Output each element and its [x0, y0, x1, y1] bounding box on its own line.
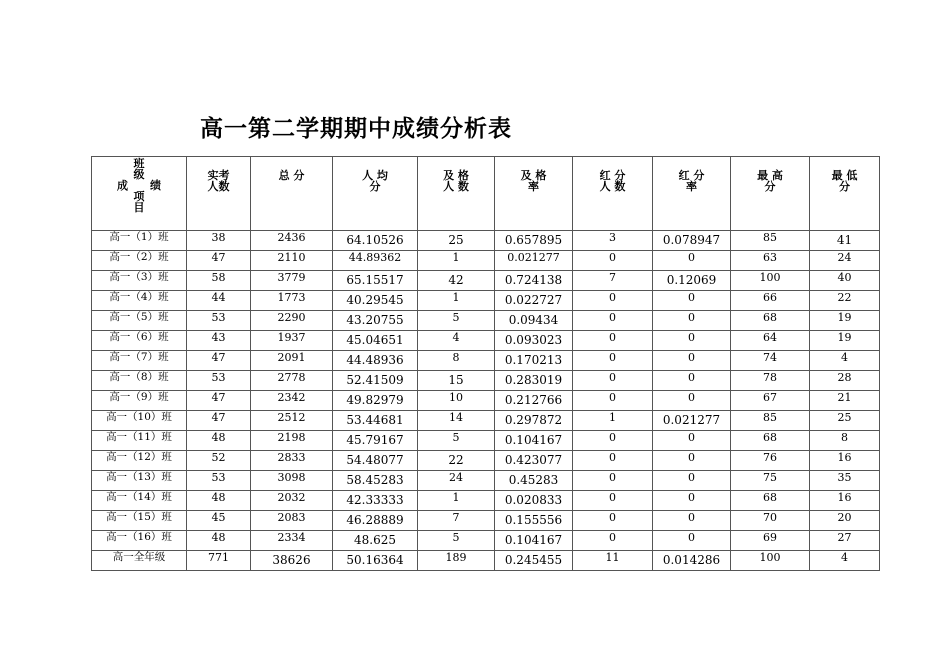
- min-cell: 4: [810, 551, 880, 571]
- table-body: [92, 231, 880, 571]
- red-rate-cell: 0: [653, 511, 731, 531]
- exam-count-cell: 48: [187, 531, 251, 551]
- red-count-cell: 0: [573, 431, 653, 451]
- header-row: [92, 157, 880, 231]
- average-cell: 45.04651: [333, 331, 418, 351]
- exam-count-cell: 43: [187, 331, 251, 351]
- class-name-cell: 高一全年级: [92, 551, 187, 571]
- average-cell: 44.89362: [333, 251, 418, 271]
- table-row: [92, 511, 880, 531]
- header-average: 人 均 分: [333, 157, 418, 231]
- pass-rate-cell: 0.45283: [495, 471, 573, 491]
- exam-count-cell: 45: [187, 511, 251, 531]
- min-cell: 16: [810, 451, 880, 471]
- pass-rate-cell: 0.297872: [495, 411, 573, 431]
- red-count-cell: 0: [573, 291, 653, 311]
- pass-rate-cell: 0.093023: [495, 331, 573, 351]
- max-cell: 100: [731, 271, 810, 291]
- class-name-cell: 高一（16）班: [92, 531, 187, 551]
- min-cell: 40: [810, 271, 880, 291]
- min-cell: 27: [810, 531, 880, 551]
- max-cell: 68: [731, 491, 810, 511]
- red-rate-cell: 0: [653, 471, 731, 491]
- class-name-cell: 高一（14）班: [92, 491, 187, 511]
- min-cell: 41: [810, 231, 880, 251]
- pass-count-cell: 1: [418, 491, 495, 511]
- pass-rate-cell: 0.020833: [495, 491, 573, 511]
- total-cell: 2778: [251, 371, 333, 391]
- red-rate-cell: 0.078947: [653, 231, 731, 251]
- red-count-cell: 0: [573, 471, 653, 491]
- min-cell: 20: [810, 511, 880, 531]
- pass-rate-cell: 0.170213: [495, 351, 573, 371]
- red-rate-cell: 0.014286: [653, 551, 731, 571]
- average-cell: 64.10526: [333, 231, 418, 251]
- max-cell: 85: [731, 231, 810, 251]
- class-name-cell: 高一（4）班: [92, 291, 187, 311]
- average-cell: 65.15517: [333, 271, 418, 291]
- exam-count-cell: 47: [187, 391, 251, 411]
- min-cell: 19: [810, 311, 880, 331]
- page-title: 高一第二学期期中成绩分析表: [200, 116, 512, 142]
- exam-count-cell: 58: [187, 271, 251, 291]
- max-cell: 78: [731, 371, 810, 391]
- table-row: [92, 471, 880, 491]
- class-name-cell: 高一（7）班: [92, 351, 187, 371]
- max-cell: 100: [731, 551, 810, 571]
- exam-count-cell: 47: [187, 411, 251, 431]
- red-rate-cell: 0: [653, 371, 731, 391]
- red-count-cell: 0: [573, 531, 653, 551]
- min-cell: 21: [810, 391, 880, 411]
- max-cell: 66: [731, 291, 810, 311]
- pass-count-cell: 1: [418, 291, 495, 311]
- total-cell: 2110: [251, 251, 333, 271]
- pass-count-cell: 5: [418, 531, 495, 551]
- pass-count-cell: 22: [418, 451, 495, 471]
- header-max: 最 高 分: [731, 157, 810, 231]
- min-cell: 4: [810, 351, 880, 371]
- pass-count-cell: 189: [418, 551, 495, 571]
- class-name-cell: 高一（5）班: [92, 311, 187, 331]
- table-row: [92, 551, 880, 571]
- red-count-cell: 7: [573, 271, 653, 291]
- total-cell: 2290: [251, 311, 333, 331]
- exam-count-cell: 53: [187, 371, 251, 391]
- class-name-cell: 高一（15）班: [92, 511, 187, 531]
- table-row: [92, 251, 880, 271]
- class-name-cell: 高一（9）班: [92, 391, 187, 411]
- pass-rate-cell: 0.245455: [495, 551, 573, 571]
- pass-rate-cell: 0.155556: [495, 511, 573, 531]
- exam-count-cell: 53: [187, 311, 251, 331]
- red-rate-cell: 0: [653, 491, 731, 511]
- max-cell: 63: [731, 251, 810, 271]
- table-row: [92, 371, 880, 391]
- min-cell: 8: [810, 431, 880, 451]
- header-pass-count: 及 格 人 数: [418, 157, 495, 231]
- red-count-cell: 11: [573, 551, 653, 571]
- min-cell: 28: [810, 371, 880, 391]
- class-name-cell: 高一（2）班: [92, 251, 187, 271]
- header-min: 最 低 分: [810, 157, 880, 231]
- red-count-cell: 0: [573, 331, 653, 351]
- total-cell: 2342: [251, 391, 333, 411]
- table-row: [92, 231, 880, 251]
- exam-count-cell: 47: [187, 351, 251, 371]
- pass-rate-cell: 0.021277: [495, 251, 573, 271]
- min-cell: 24: [810, 251, 880, 271]
- red-count-cell: 0: [573, 511, 653, 531]
- class-name-cell: 高一（6）班: [92, 331, 187, 351]
- table-row: [92, 331, 880, 351]
- pass-rate-cell: 0.104167: [495, 431, 573, 451]
- red-count-cell: 3: [573, 231, 653, 251]
- pass-count-cell: 1: [418, 251, 495, 271]
- table-row: [92, 351, 880, 371]
- score-analysis-table: [91, 156, 880, 571]
- red-count-cell: 0: [573, 451, 653, 471]
- pass-rate-cell: 0.022727: [495, 291, 573, 311]
- average-cell: 42.33333: [333, 491, 418, 511]
- total-cell: 2198: [251, 431, 333, 451]
- average-cell: 43.20755: [333, 311, 418, 331]
- total-cell: 2083: [251, 511, 333, 531]
- average-cell: 49.82979: [333, 391, 418, 411]
- table-row: [92, 311, 880, 331]
- header-total: 总 分: [251, 157, 333, 231]
- table-row: [92, 411, 880, 431]
- pass-count-cell: 5: [418, 311, 495, 331]
- header-red-rate: 红 分 率: [653, 157, 731, 231]
- class-name-cell: 高一（12）班: [92, 451, 187, 471]
- table-row: [92, 271, 880, 291]
- exam-count-cell: 53: [187, 471, 251, 491]
- pass-rate-cell: 0.104167: [495, 531, 573, 551]
- red-count-cell: 0: [573, 491, 653, 511]
- pass-count-cell: 8: [418, 351, 495, 371]
- table-row: [92, 531, 880, 551]
- total-cell: 2436: [251, 231, 333, 251]
- max-cell: 70: [731, 511, 810, 531]
- class-name-cell: 高一（3）班: [92, 271, 187, 291]
- pass-count-cell: 14: [418, 411, 495, 431]
- header-red-count: 红 分 人 数: [573, 157, 653, 231]
- red-rate-cell: 0: [653, 331, 731, 351]
- average-cell: 50.16364: [333, 551, 418, 571]
- average-cell: 45.79167: [333, 431, 418, 451]
- exam-count-cell: 47: [187, 251, 251, 271]
- exam-count-cell: 44: [187, 291, 251, 311]
- pass-count-cell: 25: [418, 231, 495, 251]
- table-row: [92, 291, 880, 311]
- red-rate-cell: 0: [653, 391, 731, 411]
- min-cell: 25: [810, 411, 880, 431]
- pass-rate-cell: 0.657895: [495, 231, 573, 251]
- total-cell: 38626: [251, 551, 333, 571]
- average-cell: 46.28889: [333, 511, 418, 531]
- pass-count-cell: 4: [418, 331, 495, 351]
- red-rate-cell: 0.12069: [653, 271, 731, 291]
- exam-count-cell: 52: [187, 451, 251, 471]
- table-row: [92, 451, 880, 471]
- average-cell: 48.625: [333, 531, 418, 551]
- header-pass-rate: 及 格 率: [495, 157, 573, 231]
- red-count-cell: 0: [573, 371, 653, 391]
- min-cell: 22: [810, 291, 880, 311]
- pass-count-cell: 5: [418, 431, 495, 451]
- average-cell: 44.48936: [333, 351, 418, 371]
- red-count-cell: 0: [573, 311, 653, 331]
- exam-count-cell: 48: [187, 431, 251, 451]
- total-cell: 3779: [251, 271, 333, 291]
- red-count-cell: 0: [573, 391, 653, 411]
- red-rate-cell: 0: [653, 251, 731, 271]
- red-rate-cell: 0: [653, 451, 731, 471]
- red-rate-cell: 0: [653, 311, 731, 331]
- pass-count-cell: 42: [418, 271, 495, 291]
- average-cell: 54.48077: [333, 451, 418, 471]
- total-cell: 3098: [251, 471, 333, 491]
- pass-count-cell: 10: [418, 391, 495, 411]
- exam-count-cell: 38: [187, 231, 251, 251]
- red-count-cell: 0: [573, 351, 653, 371]
- header-exam-count: 实考 人数: [187, 157, 251, 231]
- red-rate-cell: 0: [653, 431, 731, 451]
- max-cell: 67: [731, 391, 810, 411]
- class-name-cell: 高一（13）班: [92, 471, 187, 491]
- pass-count-cell: 24: [418, 471, 495, 491]
- red-count-cell: 1: [573, 411, 653, 431]
- pass-rate-cell: 0.724138: [495, 271, 573, 291]
- red-rate-cell: 0: [653, 531, 731, 551]
- average-cell: 58.45283: [333, 471, 418, 491]
- exam-count-cell: 771: [187, 551, 251, 571]
- total-cell: 2091: [251, 351, 333, 371]
- max-cell: 69: [731, 531, 810, 551]
- total-cell: 1773: [251, 291, 333, 311]
- max-cell: 64: [731, 331, 810, 351]
- pass-count-cell: 15: [418, 371, 495, 391]
- average-cell: 53.44681: [333, 411, 418, 431]
- average-cell: 40.29545: [333, 291, 418, 311]
- min-cell: 35: [810, 471, 880, 491]
- header-corner: 班 级 成 绩 项 目: [92, 157, 187, 231]
- red-rate-cell: 0: [653, 351, 731, 371]
- class-name-cell: 高一（1）班: [92, 231, 187, 251]
- max-cell: 74: [731, 351, 810, 371]
- max-cell: 68: [731, 431, 810, 451]
- max-cell: 68: [731, 311, 810, 331]
- class-name-cell: 高一（10）班: [92, 411, 187, 431]
- pass-rate-cell: 0.423077: [495, 451, 573, 471]
- average-cell: 52.41509: [333, 371, 418, 391]
- pass-rate-cell: 0.283019: [495, 371, 573, 391]
- table-row: [92, 491, 880, 511]
- table-row: [92, 431, 880, 451]
- exam-count-cell: 48: [187, 491, 251, 511]
- max-cell: 75: [731, 471, 810, 491]
- red-rate-cell: 0.021277: [653, 411, 731, 431]
- total-cell: 2032: [251, 491, 333, 511]
- max-cell: 76: [731, 451, 810, 471]
- total-cell: 2512: [251, 411, 333, 431]
- class-name-cell: 高一（8）班: [92, 371, 187, 391]
- table-row: [92, 391, 880, 411]
- min-cell: 16: [810, 491, 880, 511]
- class-name-cell: 高一（11）班: [92, 431, 187, 451]
- min-cell: 19: [810, 331, 880, 351]
- pass-rate-cell: 0.212766: [495, 391, 573, 411]
- total-cell: 2833: [251, 451, 333, 471]
- max-cell: 85: [731, 411, 810, 431]
- red-rate-cell: 0: [653, 291, 731, 311]
- pass-rate-cell: 0.09434: [495, 311, 573, 331]
- red-count-cell: 0: [573, 251, 653, 271]
- pass-count-cell: 7: [418, 511, 495, 531]
- total-cell: 2334: [251, 531, 333, 551]
- total-cell: 1937: [251, 331, 333, 351]
